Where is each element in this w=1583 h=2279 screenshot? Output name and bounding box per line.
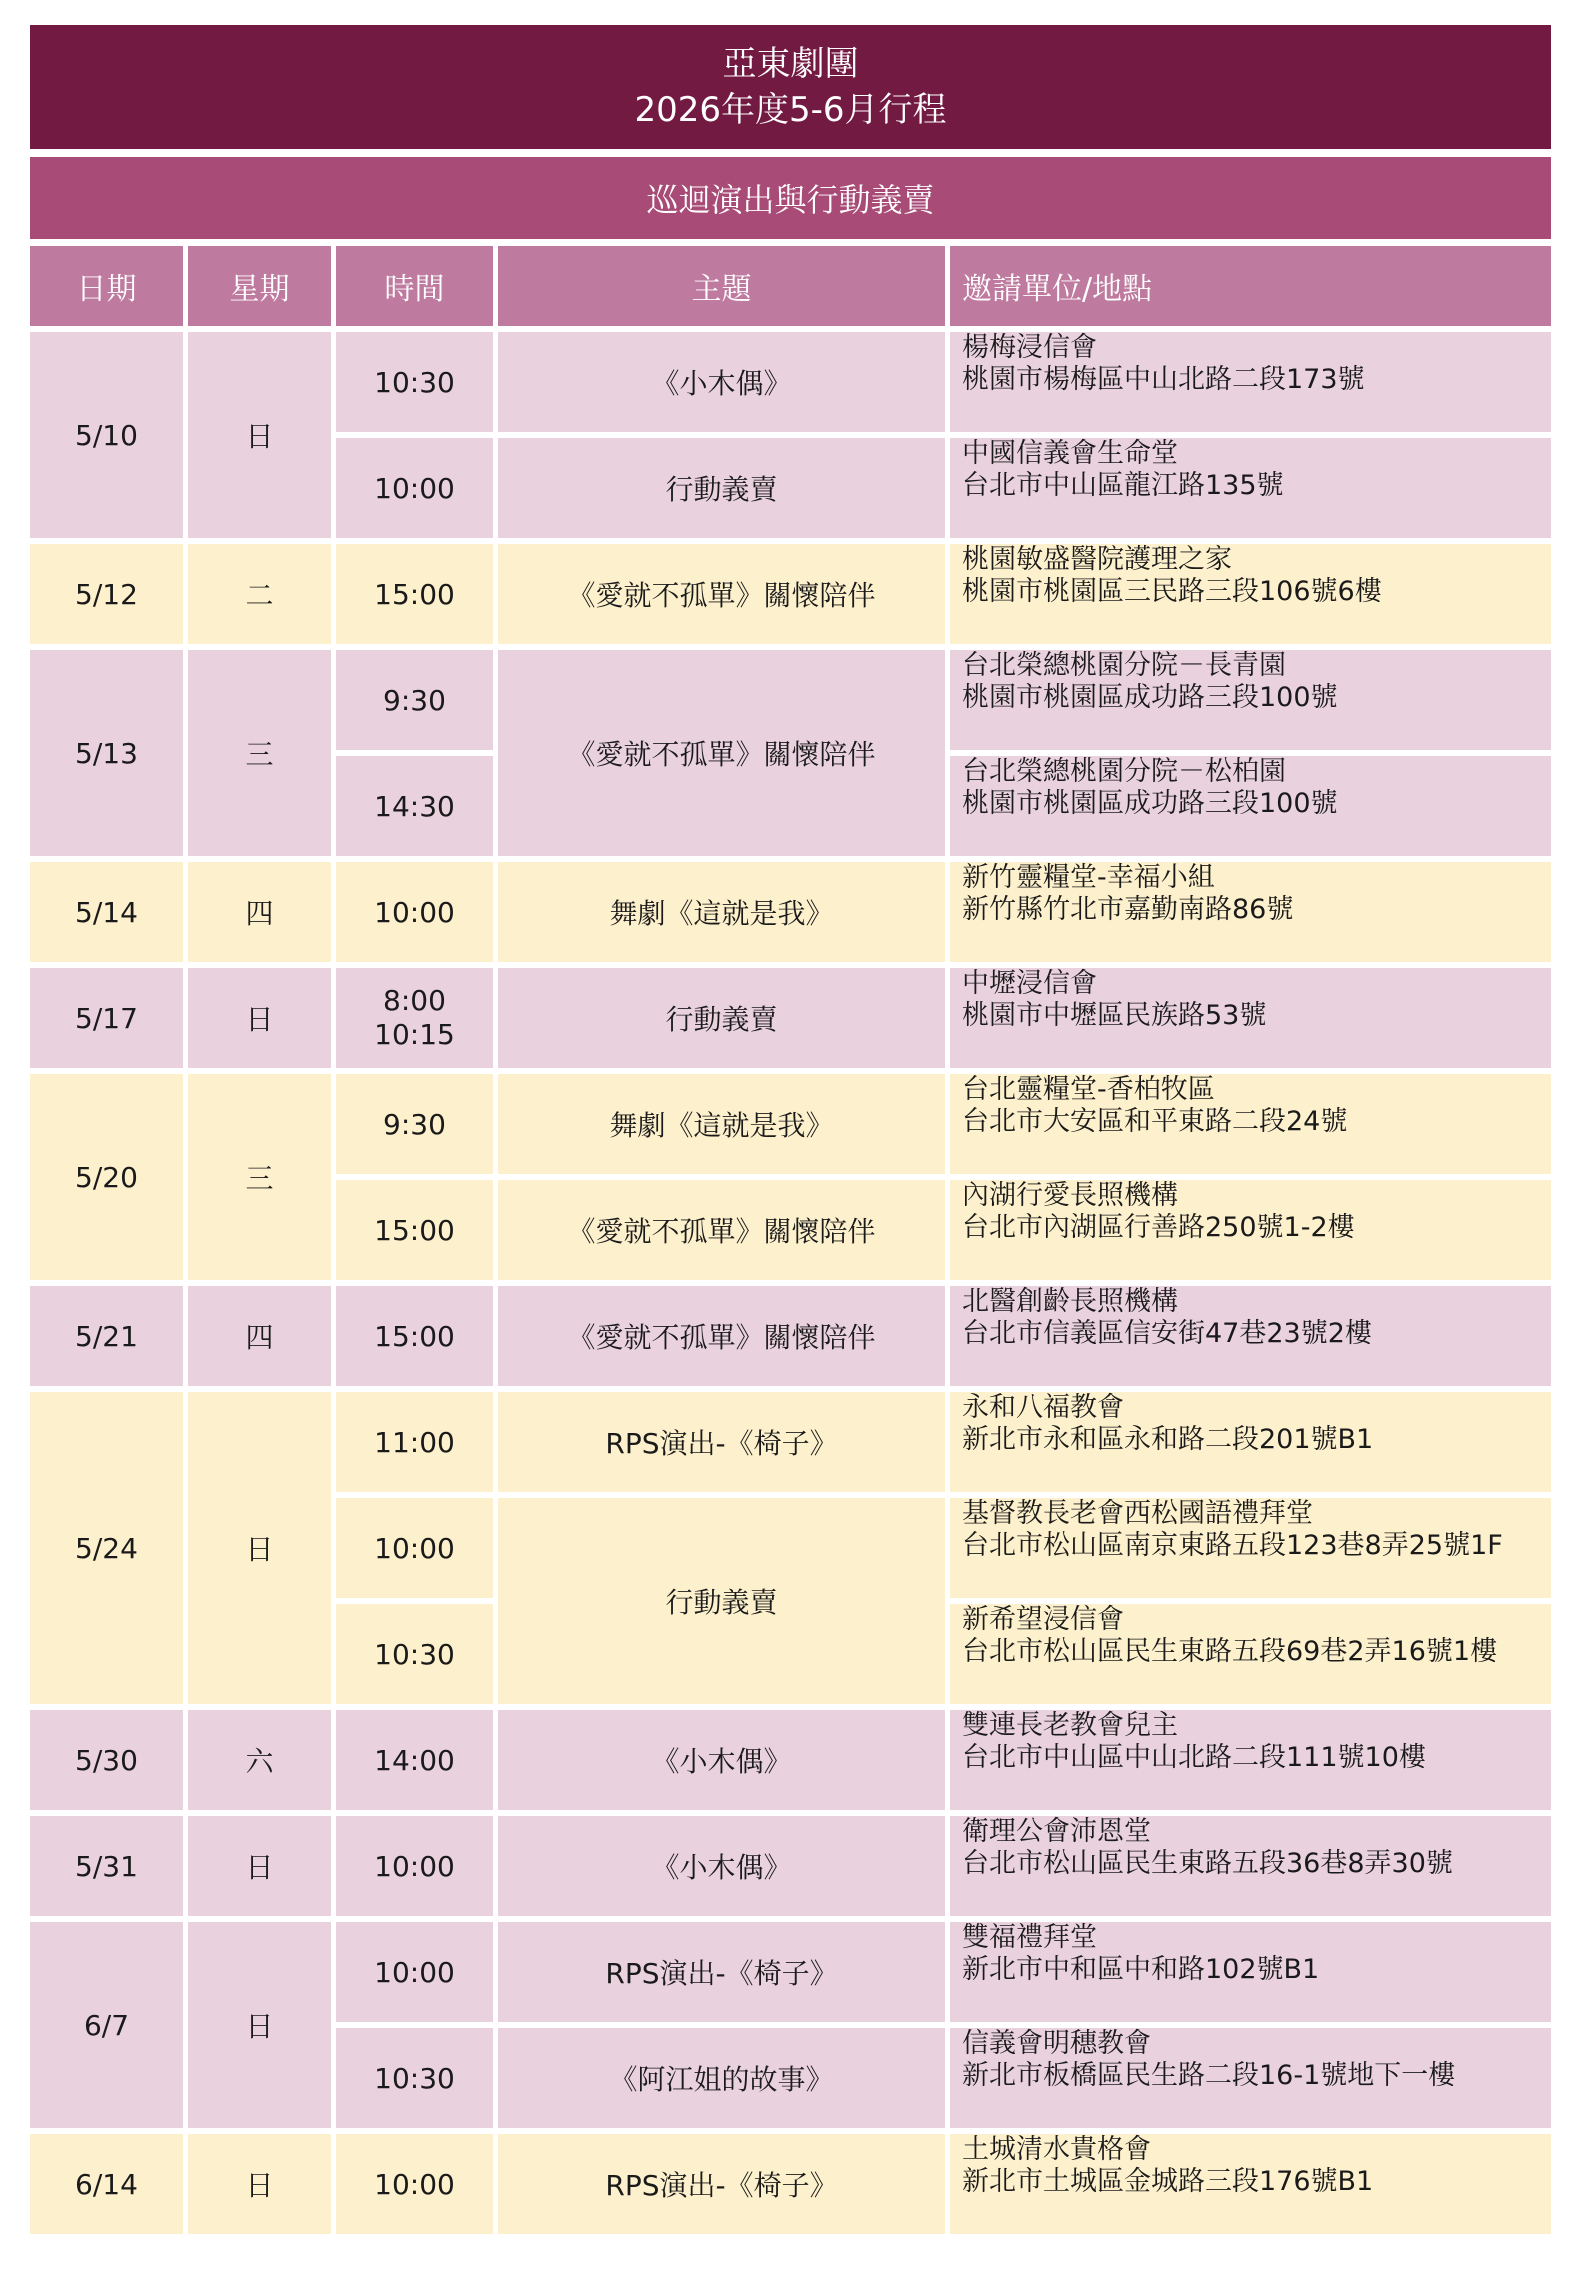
weekday-cell: 六 [188,1710,336,1816]
venue-address: 新北市永和區永和路二段201號B1 [962,1424,1374,1455]
venue-cell [950,1074,1551,1180]
col-header-weekday: 星期 [188,246,336,332]
section-banner [30,157,1551,239]
period-title: 2026年度5-6月行程 [634,90,947,130]
venue-cell [950,1922,1551,2028]
venue-name: 北醫創齡長照機構 [962,1286,1178,1317]
weekday-cell: 四 [188,862,336,968]
date-cell: 5/31 [30,1816,188,1922]
venue-cell [950,2028,1551,2134]
time-cell: 10:00 [336,1922,498,2028]
time-cell: 10:30 [336,2028,498,2134]
topic-cell: 《阿江姐的故事》 [498,2028,950,2134]
time-cell: 10:30 [336,332,498,438]
topic-cell: 舞劇《這就是我》 [498,1074,950,1180]
date-cell: 5/14 [30,862,188,968]
venue-address: 新北市土城區金城路三段176號B1 [962,2166,1374,2197]
topic-cell: 《愛就不孤單》關懷陪伴 [498,1180,950,1286]
venue-name: 新竹靈糧堂-幸福小組 [962,862,1215,893]
venue-name: 雙福禮拜堂 [962,1922,1097,1953]
weekday-cell: 二 [188,544,336,650]
venue-name: 台北靈糧堂-香柏牧區 [962,1074,1215,1105]
time-cell: 11:00 [336,1392,498,1498]
section-title: 巡迴演出與行動義賣 [646,181,935,219]
venue-cell [950,650,1551,756]
venue-address: 台北市內湖區行善路250號1-2樓 [962,1212,1355,1243]
topic-cell: 《愛就不孤單》關懷陪伴 [498,1286,950,1392]
venue-cell [950,1286,1551,1392]
date-cell: 5/17 [30,968,188,1074]
time-cell: 10:00 [336,438,498,544]
venue-address: 台北市信義區信安街47巷23號2樓 [962,1318,1372,1349]
venue-name: 台北榮總桃園分院－長青園 [962,650,1286,681]
venue-cell [950,332,1551,438]
weekday-cell: 四 [188,1286,336,1392]
time-cell: 10:00 [336,862,498,968]
date-cell: 6/7 [30,1922,188,2134]
title-banner [30,25,1551,149]
weekday-cell: 日 [188,1816,336,1922]
org-name: 亞東劇團 [722,44,859,84]
venue-name: 新希望浸信會 [962,1604,1124,1635]
time-cell: 9:30 [336,1074,498,1180]
time-cell: 15:00 [336,1286,498,1392]
venue-address: 桃園市中壢區民族路53號 [962,1000,1267,1031]
venue-name: 中國信義會生命堂 [962,438,1178,469]
time-cell: 10:30 [336,1604,498,1710]
venue-address: 桃園市桃園區成功路三段100號 [962,788,1338,819]
date-cell: 5/21 [30,1286,188,1392]
venue-name: 台北榮總桃園分院－松柏園 [962,756,1286,787]
topic-cell: 行動義賣 [498,968,950,1074]
venue-address: 桃園市桃園區三民路三段106號6樓 [962,576,1382,607]
venue-address: 新北市中和區中和路102號B1 [962,1954,1320,1985]
topic-cell: 《小木偶》 [498,332,950,438]
topic-cell: 行動義賣 [498,1498,950,1710]
venue-address: 新北市板橋區民生路二段16-1號地下一樓 [962,2060,1456,2091]
venue-name: 桃園敏盛醫院護理之家 [962,544,1232,575]
weekday-cell: 日 [188,1392,336,1710]
time-cell: 10:00 [336,1816,498,1922]
venue-name: 雙連長老教會兒主 [962,1710,1178,1741]
time-cell [336,968,498,1074]
venue-cell [950,756,1551,862]
venue-cell [950,1180,1551,1286]
weekday-cell: 三 [188,650,336,862]
time-cell: 15:00 [336,544,498,650]
venue-cell [950,1816,1551,1922]
time-start: 8:00 [383,984,446,1017]
venue-address: 桃園市桃園區成功路三段100號 [962,682,1338,713]
time-cell: 15:00 [336,1180,498,1286]
venue-name: 信義會明穗教會 [962,2028,1151,2059]
time-cell: 10:00 [336,2134,498,2240]
venue-cell [950,968,1551,1074]
col-header-time: 時間 [336,246,498,332]
topic-cell: RPS演出-《椅子》 [498,2134,950,2240]
venue-name: 中壢浸信會 [962,968,1097,999]
topic-cell: 《愛就不孤單》關懷陪伴 [498,544,950,650]
topic-cell: 《愛就不孤單》關懷陪伴 [498,650,950,862]
venue-name: 楊梅浸信會 [962,332,1097,363]
venue-name: 基督教長老會西松國語禮拜堂 [962,1498,1313,1529]
date-cell: 5/20 [30,1074,188,1286]
venue-address: 台北市松山區南京東路五段123巷8弄25號1F [962,1530,1503,1561]
venue-address: 台北市中山區中山北路二段111號10樓 [962,1742,1426,1773]
topic-cell: 《小木偶》 [498,1816,950,1922]
venue-cell [950,1604,1551,1710]
venue-address: 台北市中山區龍江路135號 [962,470,1284,501]
venue-cell [950,2134,1551,2240]
weekday-cell: 日 [188,332,336,544]
venue-cell [950,862,1551,968]
topic-cell: RPS演出-《椅子》 [498,1392,950,1498]
col-header-topic: 主題 [498,246,950,332]
time-cell: 10:00 [336,1498,498,1604]
col-header-date: 日期 [30,246,188,332]
venue-cell [950,1392,1551,1498]
venue-name: 永和八福教會 [962,1392,1124,1423]
weekday-cell: 日 [188,1922,336,2134]
venue-address: 新竹縣竹北市嘉勤南路86號 [962,894,1294,925]
time-second: 10:15 [374,1018,455,1051]
date-cell: 5/10 [30,332,188,544]
date-cell: 5/24 [30,1392,188,1710]
date-cell: 5/13 [30,650,188,862]
venue-cell [950,544,1551,650]
weekday-cell: 日 [188,968,336,1074]
venue-cell [950,1498,1551,1604]
time-cell: 14:30 [336,756,498,862]
venue-name: 土城清水貴格會 [962,2134,1151,2165]
venue-name: 衛理公會沛恩堂 [962,1816,1151,1847]
weekday-cell: 三 [188,1074,336,1286]
date-cell: 5/30 [30,1710,188,1816]
topic-cell: RPS演出-《椅子》 [498,1922,950,2028]
col-header-venue: 邀請單位/地點 [950,246,1551,332]
venue-address: 桃園市楊梅區中山北路二段173號 [962,364,1365,395]
topic-cell: 《小木偶》 [498,1710,950,1816]
time-cell: 14:00 [336,1710,498,1816]
venue-address: 台北市大安區和平東路二段24號 [962,1106,1348,1137]
venue-address: 台北市松山區民生東路五段36巷8弄30號 [962,1848,1453,1879]
time-cell: 9:30 [336,650,498,756]
weekday-cell: 日 [188,2134,336,2240]
venue-name: 內湖行愛長照機構 [962,1180,1178,1211]
venue-cell [950,438,1551,544]
date-cell: 5/12 [30,544,188,650]
venue-cell [950,1710,1551,1816]
topic-cell: 行動義賣 [498,438,950,544]
date-cell: 6/14 [30,2134,188,2240]
schedule-table [30,246,1551,2240]
venue-address: 台北市松山區民生東路五段69巷2弄16號1樓 [962,1636,1498,1667]
topic-cell: 舞劇《這就是我》 [498,862,950,968]
